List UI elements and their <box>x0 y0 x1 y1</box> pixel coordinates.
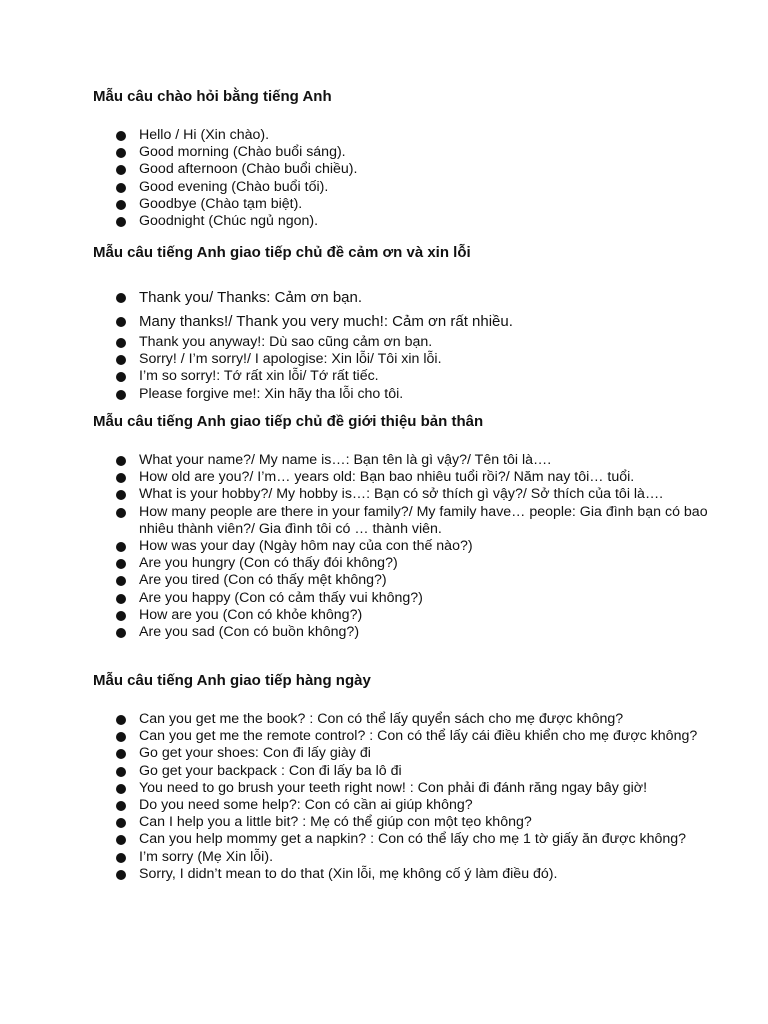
bullet-icon <box>116 559 126 569</box>
bullet-icon <box>116 835 126 845</box>
list-item: Do you need some help?: Con có cần ai giúp không? <box>93 797 733 814</box>
bullet-icon <box>116 801 126 811</box>
bullet-icon <box>116 818 126 828</box>
bullet-icon <box>116 372 126 382</box>
section-thanks-sorry <box>93 244 733 403</box>
bullet-list <box>93 452 733 641</box>
list-item: You need to go brush your teeth right now! : Con phải đi đánh răng ngay bây giờ! <box>93 780 733 797</box>
list-item: Many thanks!/ Thank you very much!: Cảm ơn rất nhiều. <box>93 310 733 334</box>
list-item: Are you sad (Con có buồn không?) <box>93 624 733 641</box>
bullet-icon <box>116 293 126 303</box>
list-item: Goodbye (Chào tạm biệt). <box>93 196 733 213</box>
list-item: Good morning (Chào buổi sáng). <box>93 144 733 161</box>
list-item: Are you tired (Con có thấy mệt không?) <box>93 572 733 589</box>
list-item: Can you help mommy get a napkin? : Con có thể lấy cho mẹ 1 tờ giấy ăn được không? <box>93 831 733 848</box>
list-item: How many people are there in your family?/ My family have… people: Gia đình bạn có bao nhiêu thành viên?/ Gia đình tôi có … thành viên. <box>93 504 733 538</box>
list-item: How was your day (Ngày hôm nay của con thế nào?) <box>93 538 733 555</box>
bullet-icon <box>116 542 126 552</box>
section-heading: Mẫu câu tiếng Anh giao tiếp chủ đề giới thiệu bản thân <box>93 413 484 430</box>
list-item: Please forgive me!: Xin hãy tha lỗi cho tôi. <box>93 386 733 403</box>
bullet-icon <box>116 355 126 365</box>
list-item: Good afternoon (Chào buổi chiều). <box>93 161 733 178</box>
bullet-icon <box>116 148 126 158</box>
list-item: Thank you/ Thanks: Cảm ơn bạn. <box>93 286 733 310</box>
list-item: Sorry, I didn’t mean to do that (Xin lỗi, mẹ không cố ý làm điều đó). <box>93 866 733 883</box>
list-item: Go get your backpack : Con đi lấy ba lô đi <box>93 763 733 780</box>
list-item: Go get your shoes: Con đi lấy giày đi <box>93 745 733 762</box>
list-item: What your name?/ My name is…: Bạn tên là gì vậy?/ Tên tôi là…. <box>93 452 733 469</box>
bullet-icon <box>116 767 126 777</box>
section-self-introduction <box>93 413 733 641</box>
bullet-icon <box>116 473 126 483</box>
bullet-icon <box>116 165 126 175</box>
bullet-icon <box>116 390 126 400</box>
bullet-icon <box>116 508 126 518</box>
bullet-icon <box>116 131 126 141</box>
bullet-icon <box>116 456 126 466</box>
bullet-icon <box>116 784 126 794</box>
list-item: Good evening (Chào buổi tối). <box>93 179 733 196</box>
bullet-icon <box>116 490 126 500</box>
bullet-list <box>93 711 733 883</box>
list-item: I’m sorry (Mẹ Xin lỗi). <box>93 849 733 866</box>
list-item: Thank you anyway!: Dù sao cũng cảm ơn bạn. <box>93 334 733 351</box>
bullet-icon <box>116 870 126 880</box>
bullet-icon <box>116 611 126 621</box>
list-item: Can you get me the remote control? : Con có thể lấy cái điều khiển cho mẹ được không? <box>93 728 733 745</box>
list-item: How are you (Con có khỏe không?) <box>93 607 733 624</box>
bullet-icon <box>116 749 126 759</box>
list-item: Are you hungry (Con có thấy đói không?) <box>93 555 733 572</box>
bullet-icon <box>116 853 126 863</box>
bullet-list <box>93 286 733 403</box>
list-item: Sorry! / I’m sorry!/ I apologise: Xin lỗi/ Tôi xin lỗi. <box>93 351 733 368</box>
list-item: What is your hobby?/ My hobby is…: Bạn có sở thích gì vậy?/ Sở thích của tôi là…. <box>93 486 733 503</box>
section-heading: Mẫu câu tiếng Anh giao tiếp chủ đề cảm ơn và xin lỗi <box>93 244 471 261</box>
bullet-icon <box>116 217 126 227</box>
bullet-icon <box>116 715 126 725</box>
bullet-icon <box>116 200 126 210</box>
section-greetings <box>93 88 733 230</box>
list-item: Hello / Hi (Xin chào). <box>93 127 733 144</box>
list-item: How old are you?/ I’m… years old: Bạn bao nhiêu tuổi rồi?/ Năm nay tôi… tuổi. <box>93 469 733 486</box>
bullet-icon <box>116 183 126 193</box>
section-daily-phrases <box>93 672 733 883</box>
section-heading: Mẫu câu tiếng Anh giao tiếp hàng ngày <box>93 672 371 689</box>
bullet-icon <box>116 732 126 742</box>
bullet-list <box>93 127 733 230</box>
list-item: Are you happy (Con có cảm thấy vui không?) <box>93 590 733 607</box>
bullet-icon <box>116 317 126 327</box>
list-item: Can you get me the book? : Con có thể lấy quyển sách cho mẹ được không? <box>93 711 733 728</box>
bullet-icon <box>116 576 126 586</box>
bullet-icon <box>116 628 126 638</box>
list-item: Can I help you a little bit? : Mẹ có thể giúp con một tẹo không? <box>93 814 733 831</box>
bullet-icon <box>116 594 126 604</box>
section-heading: Mẫu câu chào hỏi bằng tiếng Anh <box>93 88 332 105</box>
list-item: Goodnight (Chúc ngủ ngon). <box>93 213 733 230</box>
bullet-icon <box>116 338 126 348</box>
list-item: I’m so sorry!: Tớ rất xin lỗi/ Tớ rất tiếc. <box>93 368 733 385</box>
